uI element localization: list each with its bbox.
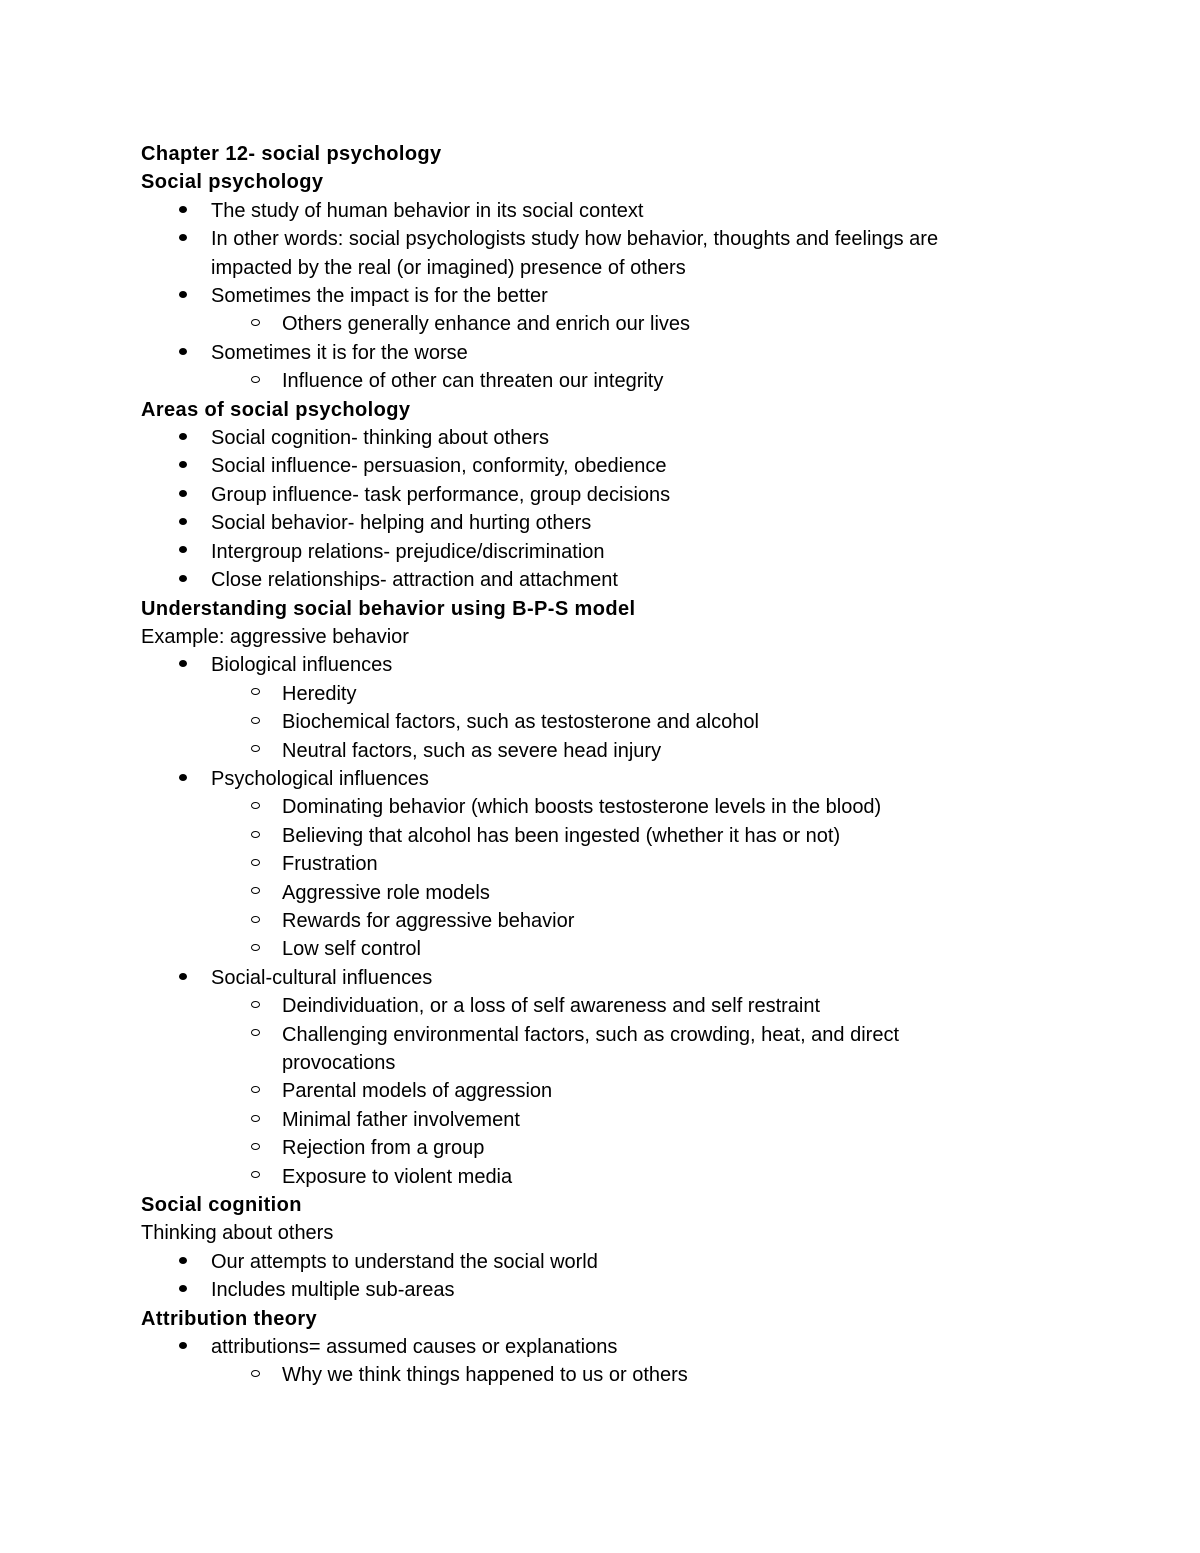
sub-bullet-item bbox=[141, 1163, 1041, 1191]
line-text: Sometimes it is for the worse bbox=[211, 341, 468, 364]
hollow-bullet-icon bbox=[245, 793, 265, 821]
line-text: Challenging environmental factors, such as crowding, heat, and direct bbox=[282, 1023, 900, 1046]
hollow-bullet-icon bbox=[245, 367, 265, 395]
line-text: Influence of other can threaten our integrity bbox=[282, 370, 664, 393]
line-text: Our attempts to understand the social world bbox=[211, 1250, 598, 1273]
bullet-item bbox=[141, 964, 1041, 992]
line-text: Dominating behavior (which boosts testosterone levels in the blood) bbox=[282, 796, 882, 819]
line-text: attributions= assumed causes or explanations bbox=[211, 1336, 618, 1359]
line-text: Heredity bbox=[282, 682, 357, 705]
filled-bullet-icon bbox=[173, 651, 193, 679]
bullet-item bbox=[141, 197, 1041, 225]
bullet-item bbox=[141, 282, 1041, 310]
bullet-item bbox=[141, 481, 1041, 509]
line-text: Close relationships- attraction and attachment bbox=[211, 569, 618, 592]
bullet-item bbox=[141, 225, 1041, 253]
line-text: Social cognition bbox=[141, 1194, 302, 1217]
line-text: Rewards for aggressive behavior bbox=[282, 909, 575, 932]
line-text: Chapter 12- social psychology bbox=[141, 143, 442, 165]
line-text: Includes multiple sub-areas bbox=[211, 1279, 455, 1302]
line-text: The study of human behavior in its social context bbox=[211, 199, 644, 222]
line-text: Understanding social behavior using B-P-S model bbox=[141, 597, 636, 620]
line-text: Social cognition- thinking about others bbox=[211, 427, 549, 450]
sub-bullet-item bbox=[141, 680, 1041, 708]
line-text: Parental models of aggression bbox=[282, 1080, 553, 1103]
section-heading bbox=[141, 396, 1041, 424]
hollow-bullet-icon bbox=[245, 737, 265, 765]
section-heading bbox=[141, 168, 1041, 196]
hollow-bullet-icon bbox=[245, 1134, 265, 1162]
line-text: Psychological influences bbox=[211, 767, 429, 790]
line-text: Low self control bbox=[282, 938, 421, 961]
filled-bullet-icon bbox=[173, 538, 193, 566]
filled-bullet-icon bbox=[173, 481, 193, 509]
document-body bbox=[141, 140, 1041, 1390]
line-text: Why we think things happened to us or others bbox=[282, 1364, 688, 1387]
line-text: Minimal father involvement bbox=[282, 1108, 520, 1131]
line-text: Thinking about others bbox=[141, 1222, 334, 1245]
hollow-bullet-icon bbox=[245, 907, 265, 935]
line-text: Biological influences bbox=[211, 654, 393, 677]
paragraph-line bbox=[141, 1219, 1041, 1247]
filled-bullet-icon bbox=[173, 197, 193, 225]
line-text: Others generally enhance and enrich our lives bbox=[282, 313, 691, 336]
hollow-bullet-icon bbox=[245, 708, 265, 736]
filled-bullet-icon bbox=[173, 1276, 193, 1304]
sub-bullet-item bbox=[141, 935, 1041, 963]
hollow-bullet-icon bbox=[245, 310, 265, 338]
line-text: Sometimes the impact is for the better bbox=[211, 285, 548, 308]
filled-bullet-icon bbox=[173, 339, 193, 367]
paragraph-line bbox=[141, 623, 1041, 651]
line-text: impacted by the real (or imagined) presence of others bbox=[211, 256, 686, 279]
sub-bullet-item bbox=[141, 992, 1041, 1020]
filled-bullet-icon bbox=[173, 509, 193, 537]
line-text: Deindividuation, or a loss of self awareness and self restraint bbox=[282, 995, 821, 1018]
bullet-item-continuation bbox=[141, 254, 1041, 282]
bullet-item bbox=[141, 1248, 1041, 1276]
hollow-bullet-icon bbox=[245, 680, 265, 708]
section-heading bbox=[141, 140, 1041, 168]
line-text: Biochemical factors, such as testosterone and alcohol bbox=[282, 711, 759, 734]
hollow-bullet-icon bbox=[245, 879, 265, 907]
section-heading bbox=[141, 595, 1041, 623]
line-text: Rejection from a group bbox=[282, 1137, 485, 1160]
hollow-bullet-icon bbox=[245, 822, 265, 850]
hollow-bullet-icon bbox=[245, 850, 265, 878]
bullet-item bbox=[141, 1333, 1041, 1361]
bullet-item bbox=[141, 452, 1041, 480]
sub-bullet-item bbox=[141, 879, 1041, 907]
hollow-bullet-icon bbox=[245, 1163, 265, 1191]
line-text: Social psychology bbox=[141, 171, 324, 194]
bullet-item bbox=[141, 1276, 1041, 1304]
sub-bullet-item bbox=[141, 1021, 1041, 1049]
filled-bullet-icon bbox=[173, 765, 193, 793]
line-text: Social influence- persuasion, conformity, obedience bbox=[211, 455, 667, 478]
bullet-item bbox=[141, 424, 1041, 452]
bullet-item bbox=[141, 339, 1041, 367]
line-text: Group influence- task performance, group decisions bbox=[211, 483, 671, 506]
hollow-bullet-icon bbox=[245, 992, 265, 1020]
sub-bullet-item bbox=[141, 1361, 1041, 1389]
line-text: provocations bbox=[282, 1052, 396, 1074]
sub-bullet-item bbox=[141, 793, 1041, 821]
hollow-bullet-icon bbox=[245, 1106, 265, 1134]
hollow-bullet-icon bbox=[245, 1361, 265, 1389]
line-text: Exposure to violent media bbox=[282, 1165, 513, 1188]
filled-bullet-icon bbox=[173, 1333, 193, 1361]
hollow-bullet-icon bbox=[245, 1021, 265, 1049]
sub-bullet-item-continuation bbox=[141, 1049, 1041, 1077]
line-text: Neutral factors, such as severe head injury bbox=[282, 739, 662, 762]
sub-bullet-item bbox=[141, 1077, 1041, 1105]
sub-bullet-item bbox=[141, 737, 1041, 765]
filled-bullet-icon bbox=[173, 566, 193, 594]
sub-bullet-item bbox=[141, 850, 1041, 878]
hollow-bullet-icon bbox=[245, 1077, 265, 1105]
line-text: Believing that alcohol has been ingested (whether it has or not) bbox=[282, 824, 841, 847]
bullet-item bbox=[141, 509, 1041, 537]
bullet-item bbox=[141, 765, 1041, 793]
line-text: Social-cultural influences bbox=[211, 966, 433, 989]
sub-bullet-item bbox=[141, 1106, 1041, 1134]
sub-bullet-item bbox=[141, 310, 1041, 338]
filled-bullet-icon bbox=[173, 225, 193, 253]
sub-bullet-item bbox=[141, 1134, 1041, 1162]
filled-bullet-icon bbox=[173, 452, 193, 480]
bullet-item bbox=[141, 651, 1041, 679]
hollow-bullet-icon bbox=[245, 935, 265, 963]
filled-bullet-icon bbox=[173, 964, 193, 992]
line-text: Frustration bbox=[282, 853, 378, 876]
sub-bullet-item bbox=[141, 367, 1041, 395]
sub-bullet-item bbox=[141, 708, 1041, 736]
section-heading bbox=[141, 1191, 1041, 1219]
bullet-item bbox=[141, 538, 1041, 566]
sub-bullet-item bbox=[141, 822, 1041, 850]
line-text: Attribution theory bbox=[141, 1307, 318, 1330]
sub-bullet-item bbox=[141, 907, 1041, 935]
section-heading bbox=[141, 1305, 1041, 1333]
line-text: Intergroup relations- prejudice/discrimination bbox=[211, 540, 605, 563]
line-text: In other words: social psychologists study how behavior, thoughts and feelings are bbox=[211, 228, 939, 251]
line-text: Areas of social psychology bbox=[141, 398, 411, 421]
line-text: Social behavior- helping and hurting others bbox=[211, 512, 592, 535]
line-text: Example: aggressive behavior bbox=[141, 625, 409, 648]
line-text: Aggressive role models bbox=[282, 881, 490, 904]
filled-bullet-icon bbox=[173, 1248, 193, 1276]
filled-bullet-icon bbox=[173, 424, 193, 452]
bullet-item bbox=[141, 566, 1041, 594]
filled-bullet-icon bbox=[173, 282, 193, 310]
